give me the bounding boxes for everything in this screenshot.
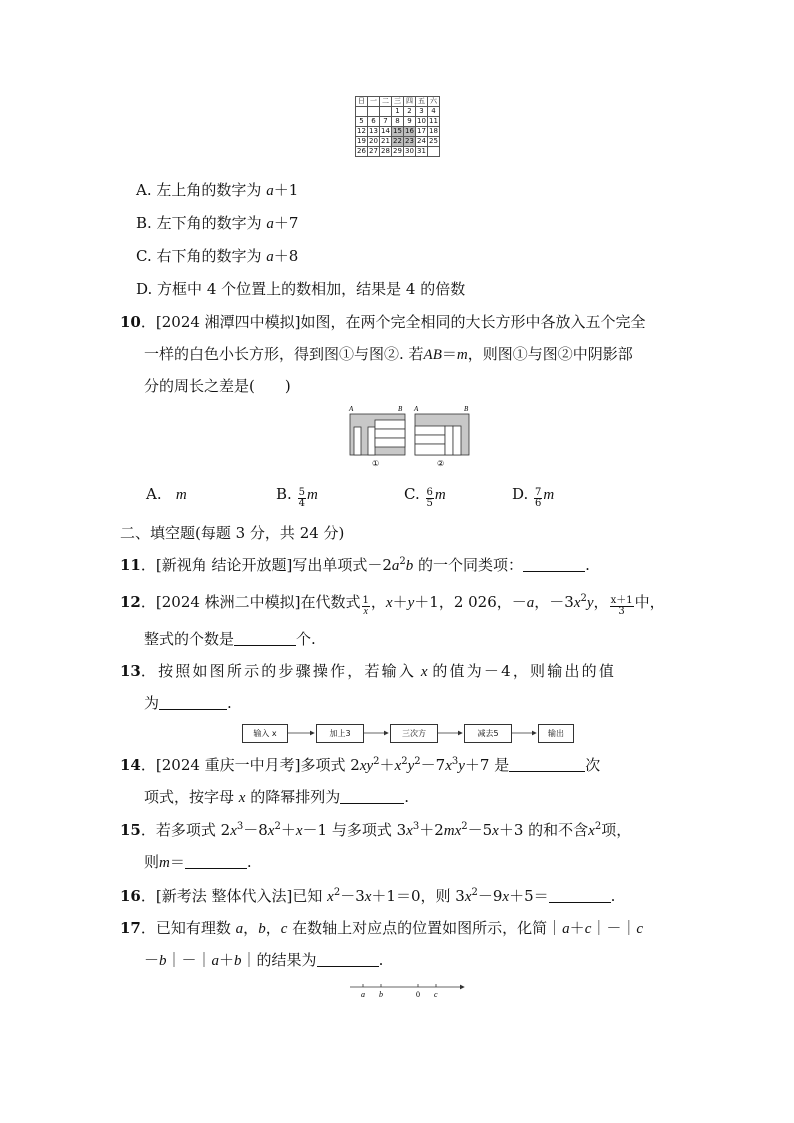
fig2-small-rect xyxy=(415,426,445,435)
calendar-cell: 13 xyxy=(369,127,378,135)
q11: 11．[新视角 结论开放题]写出单项式$-2a^2b$ 的一个同类项： . xyxy=(120,556,590,574)
calendar-cell: 12 xyxy=(357,127,366,135)
answer-blank[interactable] xyxy=(523,557,585,572)
calendar-row xyxy=(356,107,440,117)
calendar-cell: 9 xyxy=(404,117,416,127)
calendar-cell xyxy=(356,107,368,117)
q10-line1: 10．[2024 湘潭四中模拟]如图，在两个完全相同的大长方形中各放入五个完全 xyxy=(120,313,646,331)
q13-line1: 13．按照如图所示的步骤操作，若输入 x 的值为－4，则输出的值 xyxy=(120,662,617,680)
q9-option-c: C. 右下角的数字为 a＋8 xyxy=(136,247,299,265)
calendar-cell: 14 xyxy=(381,127,390,135)
calendar-cell: 29 xyxy=(393,147,402,155)
q10-line2: 一样的白色小长方形，得到图①与图②. 若AB＝m，则图①与图②中阴影部 xyxy=(144,345,633,363)
flow-step-input: 输入 x xyxy=(242,724,288,743)
section-title: 二、填空题(每题 3 分，共 24 分) xyxy=(120,524,345,542)
fig2-small-rect xyxy=(453,426,461,455)
flow-step-output: 输出 xyxy=(538,724,574,743)
calendar-header: 六 xyxy=(428,97,440,107)
fig2-small-rect xyxy=(415,435,445,444)
calendar-cell: 1 xyxy=(392,107,404,117)
q14-line1: 14．[2024 重庆一中月考]多项式 $2xy^2+x^2y^2-7x^3y+7$ 是 次 xyxy=(120,756,601,774)
calendar-cell: 27 xyxy=(369,147,378,155)
calendar-cell: 5 xyxy=(356,117,368,127)
calendar-cell: 3 xyxy=(416,107,428,117)
calendar-header: 一 xyxy=(368,97,380,107)
fig1-caption: ① xyxy=(372,459,380,468)
calendar-cell: 21 xyxy=(381,137,390,145)
q12-line1: 12．[2024 株洲二中模拟]在代数式 $\frac{1}{x}$，x＋y＋1，2 026，－a，$-3x^2y$， $\frac{x+1}{3}$ 中， xyxy=(120,593,665,617)
calendar-figure xyxy=(355,96,440,157)
fig2-small-rect xyxy=(445,426,453,455)
q16: 16．[新考法 整体代入法]已知 $x^2-3x+1=0$，则 $3x^2-9x+5=$ . xyxy=(120,887,616,905)
q17-line1: 17．已知有理数 a，b，c 在数轴上对应点的位置如图所示，化简｜a＋c｜－｜c xyxy=(120,919,644,937)
calendar-row xyxy=(356,117,440,127)
calendar-header: 三 xyxy=(392,97,404,107)
answer-blank[interactable] xyxy=(185,854,247,869)
q12-line2: 整式的个数是 个. xyxy=(144,630,316,648)
calendar-header-row xyxy=(356,97,440,107)
q14-line2: 项式，按字母 x 的降幂排列为 . xyxy=(144,788,410,806)
q17-line2: －b｜－｜a＋b｜的结果为 . xyxy=(144,951,384,969)
calendar-header: 五 xyxy=(416,97,428,107)
calendar-cell: 28 xyxy=(381,147,390,155)
axis-label-a: a xyxy=(361,990,365,999)
calendar-cell xyxy=(428,147,440,157)
answer-blank[interactable] xyxy=(340,789,404,804)
calendar-cell: 26 xyxy=(357,147,366,155)
calendar-cell-shaded: 15 xyxy=(393,127,402,135)
flow-step-cube: 三次方 xyxy=(390,724,438,743)
fig2-label-a: A xyxy=(414,405,419,413)
fig1-label-a: A xyxy=(349,405,354,413)
q10-rectangles-figure xyxy=(344,402,476,468)
axis-label-b: b xyxy=(379,990,383,999)
q9-option-a: A. 左上角的数字为 a＋1 xyxy=(136,181,299,199)
fig1-small-rect xyxy=(375,429,405,438)
calendar-cell: 25 xyxy=(429,137,438,145)
fig1-label-b: B xyxy=(398,405,403,413)
calendar-cell: 6 xyxy=(368,117,380,127)
fig1 xyxy=(350,414,405,455)
axis-label-zero: 0 xyxy=(416,990,420,999)
calendar-row xyxy=(356,137,440,147)
calendar-cell: 11 xyxy=(429,117,438,125)
axis-label-c: c xyxy=(434,990,438,999)
answer-blank[interactable] xyxy=(317,952,379,967)
calendar-cell: 19 xyxy=(357,137,366,145)
calendar-cell xyxy=(368,107,380,117)
fig2 xyxy=(415,414,469,455)
flow-step-add: 加上3 xyxy=(316,724,364,743)
fig1-small-rect xyxy=(368,427,375,455)
calendar-cell: 20 xyxy=(369,137,378,145)
fig2-label-b: B xyxy=(464,405,469,413)
calendar-header: 日 xyxy=(356,97,368,107)
calendar-cell: 10 xyxy=(417,117,426,125)
calendar-cell: 31 xyxy=(417,147,426,155)
calendar-cell: 30 xyxy=(405,147,414,155)
fig1-small-rect xyxy=(375,420,405,429)
answer-blank[interactable] xyxy=(234,631,296,646)
q15-line2: 则m＝ . xyxy=(144,853,252,871)
q10-option-b: B. $\frac{5}{4}$ m xyxy=(276,485,318,509)
flow-step-subtract: 减去5 xyxy=(464,724,512,743)
q10-line3: 分的周长之差是( ) xyxy=(144,377,291,395)
q10-option-d: D. $\frac{7}{6}$ m xyxy=(512,485,555,509)
calendar-cell: 17 xyxy=(417,127,426,135)
calendar-cell: 24 xyxy=(417,137,426,145)
calendar-cell: 8 xyxy=(392,117,404,127)
fig2-small-rect xyxy=(415,444,445,455)
calendar-row xyxy=(356,127,440,137)
answer-blank[interactable] xyxy=(159,695,227,710)
answer-blank[interactable] xyxy=(509,757,585,772)
calendar-header: 二 xyxy=(380,97,392,107)
answer-blank[interactable] xyxy=(549,888,611,903)
calendar-cell-shaded: 23 xyxy=(405,137,414,145)
calendar-cell: 7 xyxy=(380,117,392,127)
q10-option-c: C. $\frac{6}{5}$ m xyxy=(404,485,446,509)
fig1-small-rect xyxy=(354,427,361,455)
calendar-cell-shaded: 16 xyxy=(405,127,414,135)
calendar-cell xyxy=(380,107,392,117)
calendar-cell-shaded: 22 xyxy=(393,137,402,145)
fig2-caption: ② xyxy=(437,459,445,468)
q9-option-d: D. 方框中 4 个位置上的数相加，结果是 4 的倍数 xyxy=(136,280,466,298)
calendar-row xyxy=(356,147,440,157)
q13-line2: 为 . xyxy=(144,694,232,712)
calendar-cell: 2 xyxy=(404,107,416,117)
q15-line1: 15．若多项式 $2x^3-8x^2+x-1$ 与多项式 $3x^3+2mx^2-5x+3$ 的和不含$x^2$项， xyxy=(120,821,632,839)
q10-option-a: A. m xyxy=(146,485,187,503)
q9-option-b: B. 左下角的数字为 a＋7 xyxy=(136,214,299,232)
fig1-small-rect xyxy=(375,438,405,447)
calendar-cell: 4 xyxy=(428,107,440,117)
calendar-cell: 18 xyxy=(429,127,438,135)
q17-number-line xyxy=(346,981,470,1001)
calendar-header: 四 xyxy=(404,97,416,107)
